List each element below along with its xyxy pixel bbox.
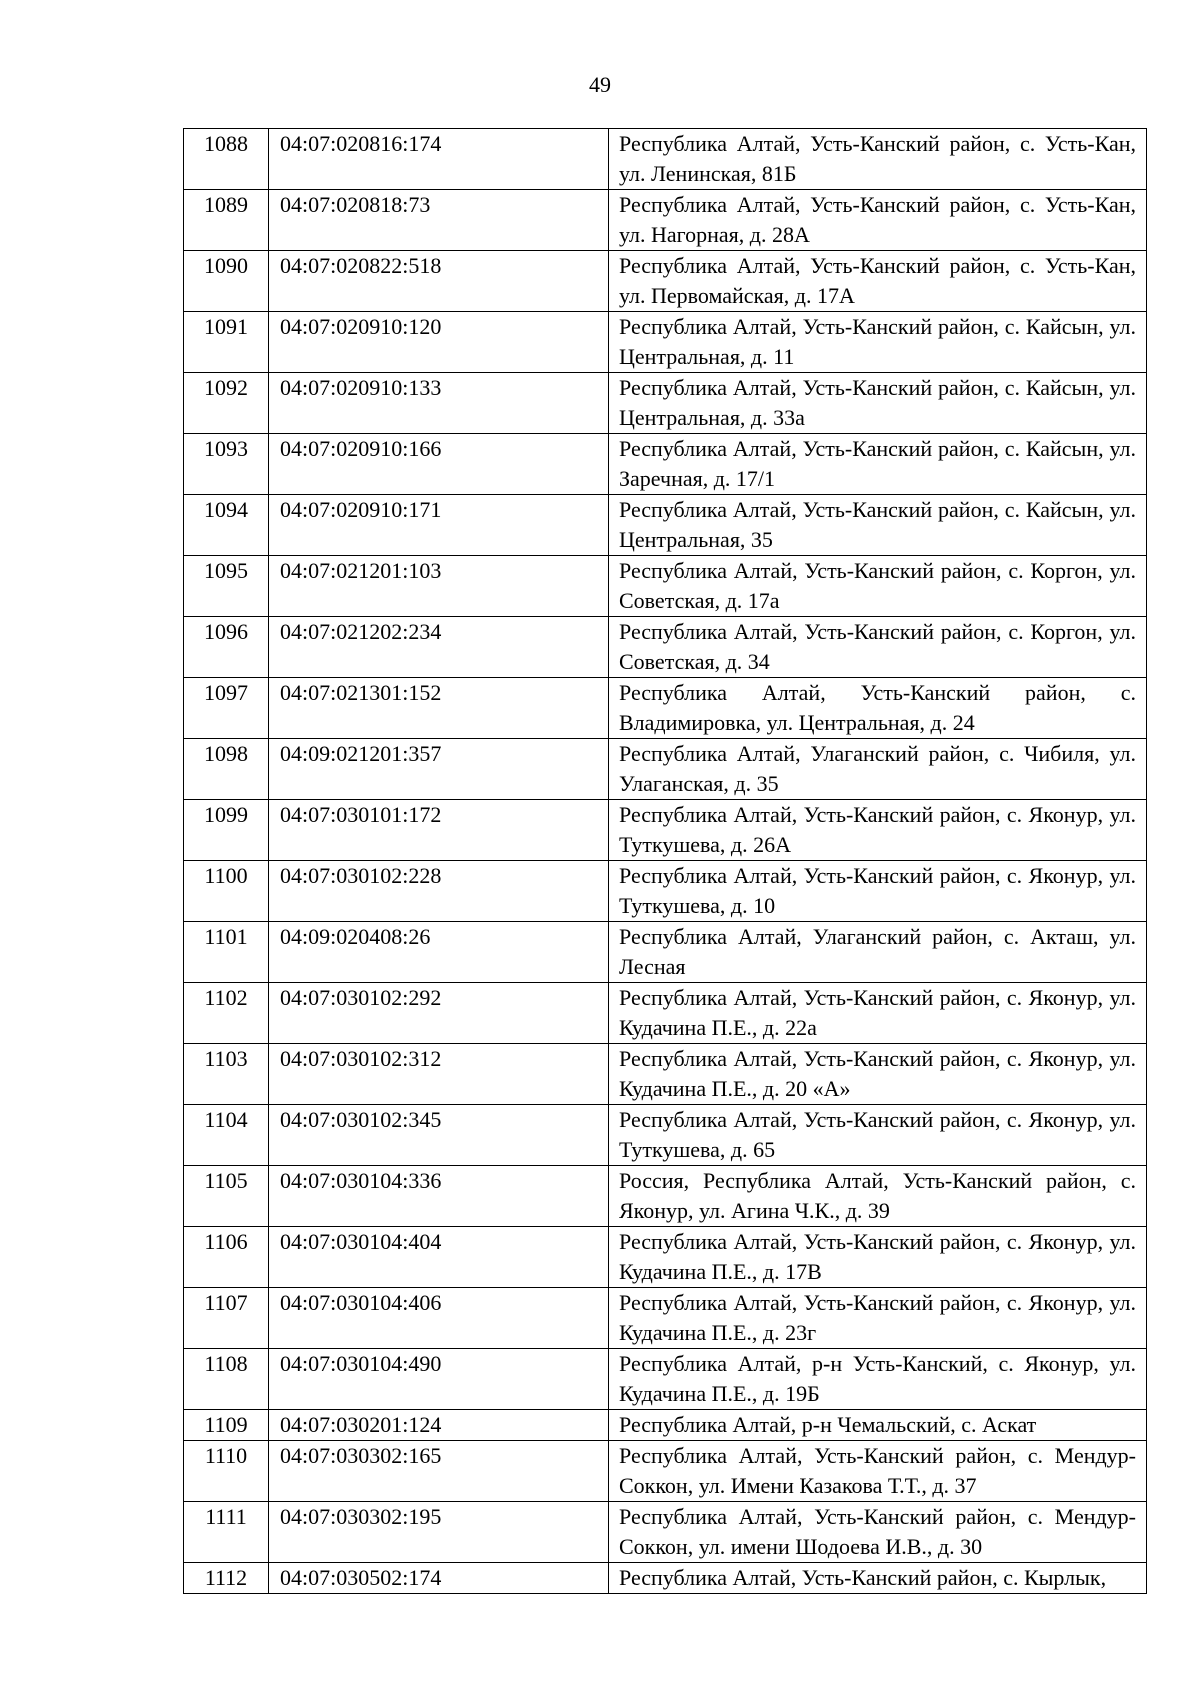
cadastral-number-cell: 04:07:020816:174 (269, 129, 609, 190)
address-cell: Республика Алтай, Усть-Канский район, с. Усть-Кан, ул. Первомайская, д. 17А (609, 251, 1147, 312)
row-number-cell: 1098 (184, 739, 269, 800)
address-cell: Республика Алтай, Усть-Канский район, с. Яконур, ул. Кудачина П.Е., д. 17В (609, 1227, 1147, 1288)
address-cell: Республика Алтай, Усть-Канский район, с. Усть-Кан, ул. Ленинская, 81Б (609, 129, 1147, 190)
table-row (184, 1502, 1147, 1563)
row-number-cell: 1091 (184, 312, 269, 373)
table-row (184, 312, 1147, 373)
table-row (184, 678, 1147, 739)
address-cell: Республика Алтай, Усть-Канский район, с. Усть-Кан, ул. Нагорная, д. 28А (609, 190, 1147, 251)
cadastral-number-cell: 04:07:030102:345 (269, 1105, 609, 1166)
cadastral-number-cell: 04:07:020910:120 (269, 312, 609, 373)
table-row (184, 129, 1147, 190)
table-row (184, 1044, 1147, 1105)
row-number-cell: 1105 (184, 1166, 269, 1227)
address-cell: Республика Алтай, Улаганский район, с. Акташ, ул. Лесная (609, 922, 1147, 983)
row-number-cell: 1092 (184, 373, 269, 434)
row-number-cell: 1108 (184, 1349, 269, 1410)
cadastral-number-cell: 04:09:020408:26 (269, 922, 609, 983)
cadastral-number-cell: 04:07:030302:165 (269, 1441, 609, 1502)
address-cell: Республика Алтай, Усть-Канский район, с. Мендур-Соккон, ул. имени Шодоева И.В., д. 30 (609, 1502, 1147, 1563)
row-number-cell: 1090 (184, 251, 269, 312)
row-number-cell: 1101 (184, 922, 269, 983)
row-number-cell: 1110 (184, 1441, 269, 1502)
table-row (184, 861, 1147, 922)
row-number-cell: 1096 (184, 617, 269, 678)
table-row (184, 373, 1147, 434)
address-cell: Республика Алтай, Усть-Канский район, с. Яконур, ул. Кудачина П.Е., д. 22а (609, 983, 1147, 1044)
cadastral-number-cell: 04:07:030102:228 (269, 861, 609, 922)
row-number-cell: 1089 (184, 190, 269, 251)
table-row (184, 922, 1147, 983)
table-row (184, 495, 1147, 556)
cadastral-number-cell: 04:07:030102:292 (269, 983, 609, 1044)
row-number-cell: 1099 (184, 800, 269, 861)
cadastral-number-cell: 04:09:021201:357 (269, 739, 609, 800)
property-table-body (184, 129, 1147, 1594)
cadastral-number-cell: 04:07:020910:171 (269, 495, 609, 556)
table-row (184, 1105, 1147, 1166)
cadastral-number-cell: 04:07:020910:133 (269, 373, 609, 434)
row-number-cell: 1109 (184, 1410, 269, 1441)
table-row (184, 1166, 1147, 1227)
table-row (184, 190, 1147, 251)
cadastral-number-cell: 04:07:021201:103 (269, 556, 609, 617)
row-number-cell: 1104 (184, 1105, 269, 1166)
table-row (184, 556, 1147, 617)
cadastral-number-cell: 04:07:030101:172 (269, 800, 609, 861)
cadastral-number-cell: 04:07:020910:166 (269, 434, 609, 495)
row-number-cell: 1093 (184, 434, 269, 495)
address-cell: Республика Алтай, Усть-Канский район, с. Яконур, ул. Туткушева, д. 26А (609, 800, 1147, 861)
cadastral-number-cell: 04:07:030104:490 (269, 1349, 609, 1410)
address-cell: Республика Алтай, Усть-Канский район, с. Коргон, ул. Советская, д. 17а (609, 556, 1147, 617)
table-row (184, 434, 1147, 495)
cadastral-number-cell: 04:07:020822:518 (269, 251, 609, 312)
cadastral-number-cell: 04:07:030502:174 (269, 1563, 609, 1594)
row-number-cell: 1112 (184, 1563, 269, 1594)
address-cell: Республика Алтай, Усть-Канский район, с. Кайсын, ул. Центральная, 35 (609, 495, 1147, 556)
cadastral-number-cell: 04:07:021301:152 (269, 678, 609, 739)
table-row (184, 739, 1147, 800)
cadastral-number-cell: 04:07:030102:312 (269, 1044, 609, 1105)
cadastral-number-cell: 04:07:030104:406 (269, 1288, 609, 1349)
address-cell: Республика Алтай, Усть-Канский район, с. Яконур, ул. Кудачина П.Е., д. 23г (609, 1288, 1147, 1349)
table-row (184, 800, 1147, 861)
property-table (183, 128, 1147, 1594)
table-row (184, 983, 1147, 1044)
table-row (184, 1563, 1147, 1594)
table-row (184, 1441, 1147, 1502)
address-cell: Республика Алтай, р-н Усть-Канский, с. Яконур, ул. Кудачина П.Е., д. 19Б (609, 1349, 1147, 1410)
table-row (184, 1288, 1147, 1349)
table-row (184, 1410, 1147, 1441)
cadastral-number-cell: 04:07:030302:195 (269, 1502, 609, 1563)
address-cell: Республика Алтай, Усть-Канский район, с. Яконур, ул. Туткушева, д. 65 (609, 1105, 1147, 1166)
table-row (184, 1349, 1147, 1410)
address-cell: Республика Алтай, Усть-Канский район, с. Мендур-Соккон, ул. Имени Казакова Т.Т., д. 37 (609, 1441, 1147, 1502)
cadastral-number-cell: 04:07:021202:234 (269, 617, 609, 678)
row-number-cell: 1088 (184, 129, 269, 190)
cadastral-number-cell: 04:07:030104:336 (269, 1166, 609, 1227)
address-cell: Республика Алтай, Усть-Канский район, с. Яконур, ул. Кудачина П.Е., д. 20 «А» (609, 1044, 1147, 1105)
address-cell: Республика Алтай, Усть-Канский район, с. Владимировка, ул. Центральная, д. 24 (609, 678, 1147, 739)
cadastral-number-cell: 04:07:020818:73 (269, 190, 609, 251)
cadastral-number-cell: 04:07:030201:124 (269, 1410, 609, 1441)
row-number-cell: 1107 (184, 1288, 269, 1349)
row-number-cell: 1094 (184, 495, 269, 556)
row-number-cell: 1102 (184, 983, 269, 1044)
address-cell: Республика Алтай, Усть-Канский район, с. Кайсын, ул. Заречная, д. 17/1 (609, 434, 1147, 495)
row-number-cell: 1103 (184, 1044, 269, 1105)
address-cell: Россия, Республика Алтай, Усть-Канский район, с. Яконур, ул. Агина Ч.К., д. 39 (609, 1166, 1147, 1227)
row-number-cell: 1106 (184, 1227, 269, 1288)
row-number-cell: 1095 (184, 556, 269, 617)
table-row (184, 1227, 1147, 1288)
address-cell: Республика Алтай, Усть-Канский район, с. Кайсын, ул. Центральная, д. 33а (609, 373, 1147, 434)
table-row (184, 617, 1147, 678)
table-row (184, 251, 1147, 312)
row-number-cell: 1097 (184, 678, 269, 739)
row-number-cell: 1111 (184, 1502, 269, 1563)
address-cell: Республика Алтай, Усть-Канский район, с. Кайсын, ул. Центральная, д. 11 (609, 312, 1147, 373)
cadastral-number-cell: 04:07:030104:404 (269, 1227, 609, 1288)
address-cell: Республика Алтай, Улаганский район, с. Чибиля, ул. Улаганская, д. 35 (609, 739, 1147, 800)
address-cell: Республика Алтай, Усть-Канский район, с. Кырлык, (609, 1563, 1147, 1594)
row-number-cell: 1100 (184, 861, 269, 922)
address-cell: Республика Алтай, р-н Чемальский, с. Аскат (609, 1410, 1147, 1441)
address-cell: Республика Алтай, Усть-Канский район, с. Яконур, ул. Туткушева, д. 10 (609, 861, 1147, 922)
address-cell: Республика Алтай, Усть-Канский район, с. Коргон, ул. Советская, д. 34 (609, 617, 1147, 678)
page-number: 49 (589, 72, 611, 97)
